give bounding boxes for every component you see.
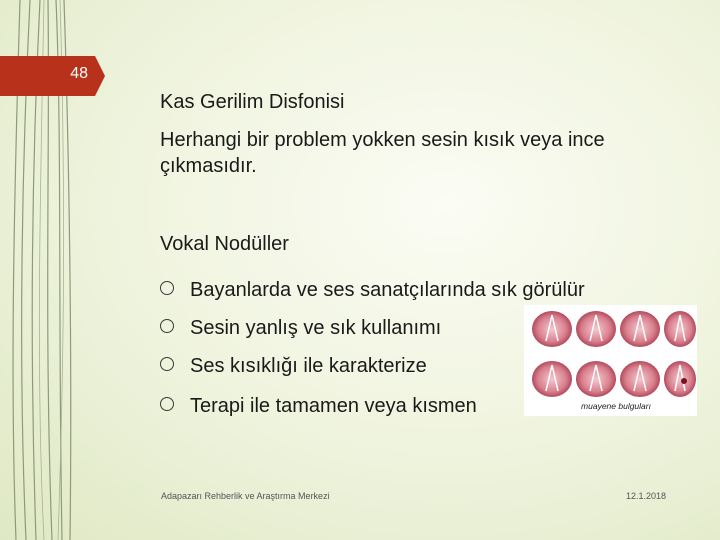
figure-caption: muayene bulguları xyxy=(581,401,651,411)
vocal-fold-row-1 xyxy=(532,311,696,347)
bullet-item xyxy=(160,277,585,303)
bullet-text: Bayanlarda ve ses sanatçılarında sık görülür xyxy=(190,279,585,301)
subheading: Vokal Nodüller xyxy=(160,233,289,255)
page-number: 48 xyxy=(70,65,88,82)
bullet-item xyxy=(160,315,441,341)
bullet-circle-icon xyxy=(160,397,174,411)
slide-title: Kas Gerilim Disfonisi xyxy=(160,91,345,113)
vocal-fold-row-2 xyxy=(532,361,696,397)
description-text: Herhangi bir problem yokken sesin kısık veya ince çıkmasıdır. xyxy=(160,129,605,177)
footer-date: 12.1.2018 xyxy=(626,491,667,501)
footer-organization: Adapazarı Rehberlik ve Araştırma Merkezi xyxy=(161,491,330,501)
vocal-fold-drawings xyxy=(524,305,697,405)
bullet-circle-icon xyxy=(160,357,174,371)
vocal-fold-illustration xyxy=(524,305,697,416)
bullet-text: Terapi ile tamamen veya kısmen xyxy=(190,395,477,417)
bullet-circle-icon xyxy=(160,319,174,333)
bullet-item xyxy=(160,393,477,419)
bullet-text: Ses kısıklığı ile karakterize xyxy=(190,355,427,377)
bullet-item xyxy=(160,353,427,379)
bullet-circle-icon xyxy=(160,281,174,295)
bullet-text: Sesin yanlış ve sık kullanımı xyxy=(190,317,442,339)
